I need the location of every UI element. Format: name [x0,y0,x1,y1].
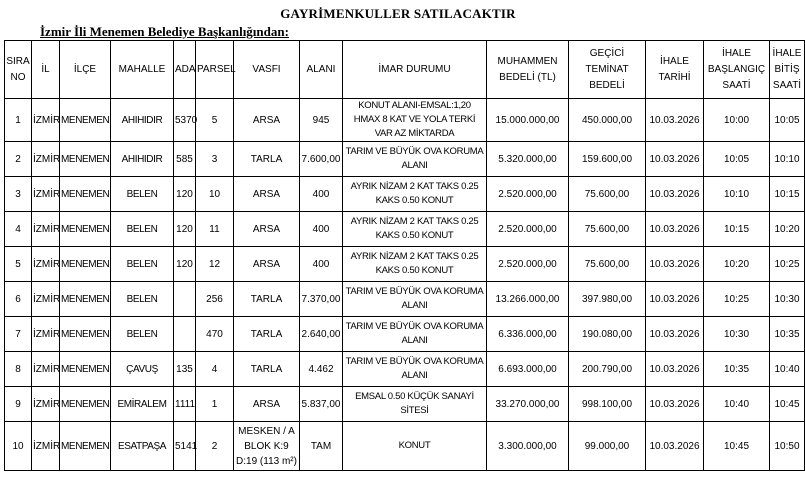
cell-ihale-baslangic: 10:35 [704,352,770,387]
cell-mahalle: ESATPAŞA [111,422,174,471]
cell-alani: TAM [300,422,343,471]
cell-vasfi: ARSA [234,247,300,282]
cell-mahalle: BELEN [111,212,174,247]
table-row [5,422,805,471]
cell-ada: 5141 [174,422,196,471]
cell-ihale-baslangic: 10:20 [704,247,770,282]
cell-gecici-teminat: 75.600,00 [569,177,646,212]
cell-ihale-baslangic: 10:40 [704,387,770,422]
cell-ihale-tarihi: 10.03.2026 [646,99,704,142]
cell-alani: 7.370,00 [300,282,343,317]
cell-ada [174,282,196,317]
cell-vasfi: MESKEN / A BLOK K:9 D:19 (113 m²) [234,422,300,471]
cell-ada: 5370 [174,99,196,142]
table-row [5,177,805,212]
cell-il: İZMİR [32,99,60,142]
cell-gecici-teminat: 450.000,00 [569,99,646,142]
cell-ihale-baslangic: 10:25 [704,282,770,317]
cell-gecici-teminat: 75.600,00 [569,247,646,282]
cell-ada: 585 [174,142,196,177]
cell-imar-durumu: TARIM VE BÜYÜK OVA KORUMA ALANI [343,282,487,317]
cell-imar-durumu: TARIM VE BÜYÜK OVA KORUMA ALANI [343,317,487,352]
cell-ilce: MENEMEN [60,317,111,352]
cell-vasfi: TARLA [234,352,300,387]
cell-ihale-bitis: 10:10 [770,142,805,177]
cell-ilce: MENEMEN [60,142,111,177]
cell-imar-durumu: KONUT ALANI-EMSAL:1,20 HMAX 8 KAT VE YOLA TERKİ VAR AZ MİKTARDA [343,99,487,142]
cell-sira-no: 9 [5,387,32,422]
cell-ihale-bitis: 10:40 [770,352,805,387]
cell-mahalle: AHIHIDIR [111,142,174,177]
column-header-muhammen-bedeli: MUHAMMEN BEDELİ (TL) [487,41,569,99]
cell-ada: 120 [174,247,196,282]
cell-imar-durumu: EMSAL 0.50 KÜÇÜK SANAYİ SİTESİ [343,387,487,422]
column-header-vasfi: VASFI [234,41,300,99]
cell-alani: 400 [300,247,343,282]
cell-alani: 400 [300,177,343,212]
cell-ihale-baslangic: 10:30 [704,317,770,352]
cell-il: İZMİR [32,317,60,352]
cell-sira-no: 8 [5,352,32,387]
cell-mahalle: BELEN [111,282,174,317]
cell-alani: 7.600,00 [300,142,343,177]
cell-sira-no: 3 [5,177,32,212]
cell-sira-no: 4 [5,212,32,247]
cell-imar-durumu: AYRIK NİZAM 2 KAT TAKS 0.25 KAKS 0.50 KONUT [343,212,487,247]
cell-il: İZMİR [32,282,60,317]
cell-il: İZMİR [32,422,60,471]
cell-il: İZMİR [32,247,60,282]
page-title: GAYRİMENKULLER SATILACAKTIR [280,6,516,21]
cell-ihale-bitis: 10:05 [770,99,805,142]
cell-ihale-bitis: 10:25 [770,247,805,282]
cell-gecici-teminat: 190.080,00 [569,317,646,352]
cell-muhammen-bedeli: 6.336.000,00 [487,317,569,352]
page-subtitle: İzmir İli Menemen Belediye Başkanlığından: [40,24,289,39]
cell-ihale-bitis: 10:20 [770,212,805,247]
column-header-parsel: PARSEL [196,41,234,99]
cell-vasfi: ARSA [234,99,300,142]
cell-ihale-tarihi: 10.03.2026 [646,212,704,247]
cell-mahalle: ÇAVUŞ [111,352,174,387]
cell-muhammen-bedeli: 6.693.000,00 [487,352,569,387]
cell-ada: 135 [174,352,196,387]
cell-il: İZMİR [32,212,60,247]
cell-ihale-tarihi: 10.03.2026 [646,142,704,177]
cell-mahalle: BELEN [111,317,174,352]
cell-parsel: 470 [196,317,234,352]
cell-vasfi: ARSA [234,177,300,212]
cell-sira-no: 2 [5,142,32,177]
table-row [5,282,805,317]
cell-sira-no: 1 [5,99,32,142]
cell-parsel: 3 [196,142,234,177]
cell-sira-no: 6 [5,282,32,317]
column-header-sira-no: SIRA NO [5,41,32,99]
cell-muhammen-bedeli: 13.266.000,00 [487,282,569,317]
cell-alani: 2.640,00 [300,317,343,352]
cell-ilce: MENEMEN [60,247,111,282]
cell-parsel: 10 [196,177,234,212]
column-header-gecici-teminat: GEÇİCİ TEMİNAT BEDELİ [569,41,646,99]
cell-ihale-tarihi: 10.03.2026 [646,317,704,352]
column-header-mahalle: MAHALLE [111,41,174,99]
column-header-alani: ALANI [300,41,343,99]
column-header-ada: ADA [174,41,196,99]
cell-ilce: MENEMEN [60,387,111,422]
cell-ada: 120 [174,212,196,247]
cell-ihale-tarihi: 10.03.2026 [646,247,704,282]
cell-parsel: 5 [196,99,234,142]
table-header-row [5,41,805,99]
table-row [5,142,805,177]
cell-alani: 5.837,00 [300,387,343,422]
cell-alani: 400 [300,212,343,247]
table-row [5,317,805,352]
cell-muhammen-bedeli: 2.520.000,00 [487,212,569,247]
cell-il: İZMİR [32,352,60,387]
column-header-ihale-bitis: İHALE BİTİŞ SAATİ [770,41,805,99]
cell-gecici-teminat: 998.100,00 [569,387,646,422]
cell-mahalle: BELEN [111,177,174,212]
cell-vasfi: TARLA [234,282,300,317]
cell-parsel: 256 [196,282,234,317]
cell-ihale-bitis: 10:50 [770,422,805,471]
cell-ilce: MENEMEN [60,422,111,471]
cell-ihale-tarihi: 10.03.2026 [646,387,704,422]
cell-parsel: 4 [196,352,234,387]
cell-ihale-bitis: 10:45 [770,387,805,422]
cell-ihale-baslangic: 10:00 [704,99,770,142]
cell-muhammen-bedeli: 2.520.000,00 [487,247,569,282]
cell-ihale-tarihi: 10.03.2026 [646,282,704,317]
cell-mahalle: EMİRALEM [111,387,174,422]
cell-ihale-baslangic: 10:10 [704,177,770,212]
cell-ihale-baslangic: 10:05 [704,142,770,177]
cell-sira-no: 5 [5,247,32,282]
cell-ada: 1111 [174,387,196,422]
cell-muhammen-bedeli: 33.270.000,00 [487,387,569,422]
cell-ihale-tarihi: 10.03.2026 [646,177,704,212]
cell-parsel: 2 [196,422,234,471]
cell-vasfi: ARSA [234,387,300,422]
cell-mahalle: BELEN [111,247,174,282]
cell-gecici-teminat: 397.980,00 [569,282,646,317]
cell-il: İZMİR [32,177,60,212]
cell-alani: 4.462 [300,352,343,387]
cell-vasfi: ARSA [234,212,300,247]
table-row [5,387,805,422]
cell-parsel: 1 [196,387,234,422]
cell-ada [174,317,196,352]
cell-sira-no: 10 [5,422,32,471]
cell-parsel: 11 [196,212,234,247]
cell-ihale-tarihi: 10.03.2026 [646,352,704,387]
cell-muhammen-bedeli: 15.000.000,00 [487,99,569,142]
column-header-ihale-tarihi: İHALE TARİHİ [646,41,704,99]
cell-gecici-teminat: 200.790,00 [569,352,646,387]
cell-ihale-bitis: 10:15 [770,177,805,212]
cell-imar-durumu: TARIM VE BÜYÜK OVA KORUMA ALANI [343,352,487,387]
cell-gecici-teminat: 75.600,00 [569,212,646,247]
column-header-ihale-baslangic: İHALE BAŞLANGIÇ SAATİ [704,41,770,99]
cell-vasfi: TARLA [234,317,300,352]
cell-imar-durumu: AYRIK NİZAM 2 KAT TAKS 0.25 KAKS 0.50 KONUT [343,247,487,282]
cell-muhammen-bedeli: 5.320.000,00 [487,142,569,177]
table-row [5,352,805,387]
cell-imar-durumu: KONUT [343,422,487,471]
cell-vasfi: TARLA [234,142,300,177]
column-header-il: İL [32,41,60,99]
cell-parsel: 12 [196,247,234,282]
cell-ihale-baslangic: 10:15 [704,212,770,247]
cell-ilce: MENEMEN [60,282,111,317]
cell-sira-no: 7 [5,317,32,352]
cell-imar-durumu: AYRIK NİZAM 2 KAT TAKS 0.25 KAKS 0.50 KONUT [343,177,487,212]
cell-ihale-tarihi: 10.03.2026 [646,422,704,471]
cell-mahalle: AHIHIDIR [111,99,174,142]
cell-ilce: MENEMEN [60,99,111,142]
cell-gecici-teminat: 99.000,00 [569,422,646,471]
table-row [5,247,805,282]
cell-muhammen-bedeli: 2.520.000,00 [487,177,569,212]
cell-alani: 945 [300,99,343,142]
cell-ihale-baslangic: 10:45 [704,422,770,471]
column-header-ilce: İLÇE [60,41,111,99]
cell-ihale-bitis: 10:30 [770,282,805,317]
cell-imar-durumu: TARIM VE BÜYÜK OVA KORUMA ALANI [343,142,487,177]
cell-muhammen-bedeli: 3.300.000,00 [487,422,569,471]
property-sale-table [4,40,805,471]
cell-ilce: MENEMEN [60,352,111,387]
cell-ilce: MENEMEN [60,177,111,212]
table-row [5,212,805,247]
cell-ilce: MENEMEN [60,212,111,247]
column-header-imar-durumu: İMAR DURUMU [343,41,487,99]
cell-ada: 120 [174,177,196,212]
cell-gecici-teminat: 159.600,00 [569,142,646,177]
cell-ihale-bitis: 10:35 [770,317,805,352]
cell-il: İZMİR [32,387,60,422]
cell-il: İZMİR [32,142,60,177]
table-row [5,99,805,142]
